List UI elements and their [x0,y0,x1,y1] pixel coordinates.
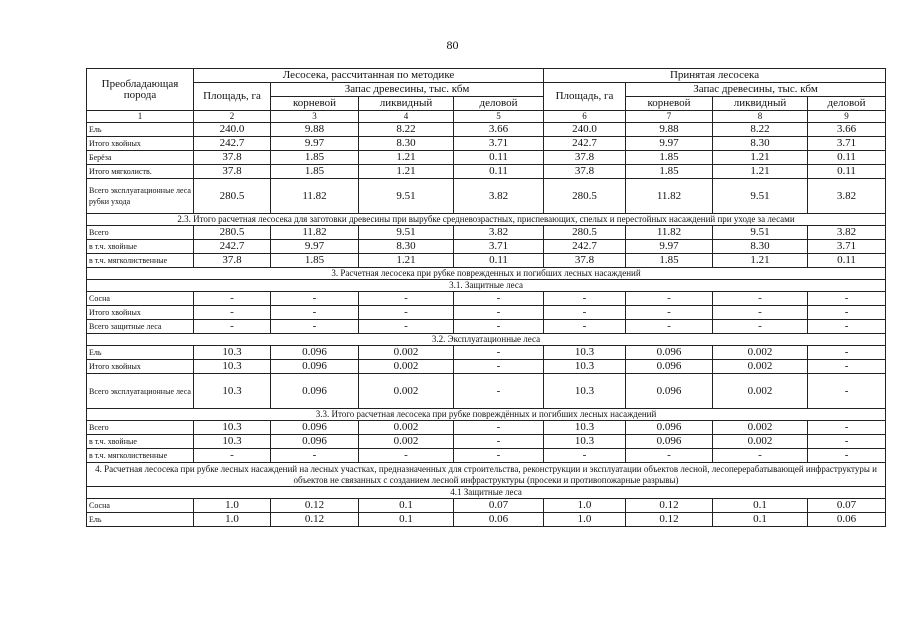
table-cell: 3.82 [808,226,886,240]
table-cell: 0.12 [271,513,359,527]
column-number: 1 [87,111,194,123]
table-row [87,240,886,254]
table-cell: 8.30 [359,240,454,254]
table-cell: - [194,320,271,334]
row-label: Всего [87,421,194,435]
table-cell: 3.66 [454,123,544,137]
column-number: 2 [194,111,271,123]
column-number: 9 [808,111,886,123]
table-cell: 1.21 [359,151,454,165]
table-cell: 280.5 [194,226,271,240]
table-cell: - [271,306,359,320]
table-cell: - [359,449,454,463]
table-cell: - [808,306,886,320]
table-cell: 9.51 [713,226,808,240]
table-cell: 8.22 [359,123,454,137]
table-cell: 3.82 [808,179,886,214]
table-row [87,435,886,449]
table-cell: 9.51 [359,179,454,214]
section-heading: 4. Расчетная лесосека при рубке лесных насаждений на лесных участках, предназначенных для строительства, реконструкции и эксплуатации объектов лесной, лесоперерабатывающей инфраструктуры и объектов не связанных с созданием лесной инфраструктуры (просеки и противопожарные разрывы) [87,463,886,487]
table-cell: 0.002 [359,346,454,360]
table-cell: 0.096 [626,346,713,360]
table-row [87,268,886,280]
table-cell: 9.88 [271,123,359,137]
table-cell: 1.21 [713,151,808,165]
table-cell: 0.002 [713,374,808,409]
table-cell: 0.11 [454,165,544,179]
column-number: 6 [544,111,626,123]
table-cell: 8.22 [713,123,808,137]
table-cell: 0.12 [271,499,359,513]
table-cell: 0.002 [713,360,808,374]
table-cell: 9.51 [359,226,454,240]
row-label: Всего защитные леса [87,320,194,334]
table-cell: 3.66 [808,123,886,137]
row-label: Ель [87,123,194,137]
table-cell: 0.002 [359,435,454,449]
root-header: корневой [271,97,359,111]
table-cell: 1.85 [626,151,713,165]
table-cell: - [808,435,886,449]
table-cell: - [544,449,626,463]
row-label: Всего эксплуатационные леса рубки ухода [87,179,194,214]
table-row [87,137,886,151]
table-cell: 10.3 [194,360,271,374]
table-cell: 3.71 [454,240,544,254]
table-cell: 3.71 [808,240,886,254]
row-label: Сосна [87,292,194,306]
table-cell: 11.82 [626,226,713,240]
table-cell: 240.0 [544,123,626,137]
table-row [87,487,886,499]
table-row [87,214,886,226]
table-cell: 10.3 [194,374,271,409]
table-cell: 0.096 [271,346,359,360]
table-cell: 0.11 [808,254,886,268]
table-cell: - [359,306,454,320]
table-cell: 1.85 [626,254,713,268]
column-number: 8 [713,111,808,123]
table-cell: - [808,346,886,360]
table-cell: 0.1 [713,499,808,513]
table-cell: - [359,320,454,334]
table-row [87,463,886,487]
row-label: Итого хвойных [87,360,194,374]
table-cell: - [454,421,544,435]
table-cell: 240.0 [194,123,271,137]
liquid-header: ликвидный [359,97,454,111]
table-cell: 1.0 [544,513,626,527]
table-cell: 0.1 [713,513,808,527]
table-cell: 9.51 [713,179,808,214]
table-row [87,254,886,268]
table-row [87,292,886,306]
table-cell: 0.002 [713,421,808,435]
table-cell: 242.7 [194,137,271,151]
table-cell: 11.82 [271,226,359,240]
table-cell: - [713,292,808,306]
table-cell: - [194,306,271,320]
business-header: деловой [454,97,544,111]
table-cell: 242.7 [544,240,626,254]
row-label: в т.ч. хвойные [87,435,194,449]
table-cell: 9.97 [271,137,359,151]
section-heading: 2.3. Итого расчетная лесосека для заготовки древесины при вырубке средневозрастных, приспевающих, спелых и перестойных насаждений при уходе за лесами [87,214,886,226]
table-cell: 10.3 [194,346,271,360]
table-cell: 0.096 [626,435,713,449]
table-cell: - [271,449,359,463]
table-cell: 10.3 [194,435,271,449]
table-cell: - [454,360,544,374]
table-cell: 3.82 [454,179,544,214]
table-cell: 1.21 [713,254,808,268]
row-label: Итого мягколиств. [87,165,194,179]
table-row [87,306,886,320]
table-cell: 10.3 [544,374,626,409]
row-label: Итого хвойных [87,137,194,151]
table-row [87,280,886,292]
table-cell: 1.0 [544,499,626,513]
table-cell: - [808,421,886,435]
table-cell: - [808,360,886,374]
table-cell: - [713,306,808,320]
table-cell: 37.8 [194,254,271,268]
table-cell: 37.8 [194,165,271,179]
table-row [87,165,886,179]
table-cell: 0.002 [359,374,454,409]
table-cell: - [713,449,808,463]
table-cell: 1.0 [194,499,271,513]
table-cell: - [808,374,886,409]
table-cell: 0.096 [271,374,359,409]
page-number: 80 [446,38,459,52]
table-cell: 3.71 [808,137,886,151]
section-heading: 3.1. Защитные леса [87,280,886,292]
accepted-group-header: Принятая лесосека [544,69,886,83]
table-cell: 280.5 [544,179,626,214]
table-cell: 0.096 [626,421,713,435]
table-cell: - [454,346,544,360]
table-cell: - [194,292,271,306]
table-cell: - [626,449,713,463]
section-heading: 3. Расчетная лесосека при рубке поврежденных и погибших лесных насаждений [87,268,886,280]
table-cell: 37.8 [194,151,271,165]
column-number: 4 [359,111,454,123]
table-cell: 0.11 [454,254,544,268]
forest-cutting-table [86,68,886,527]
table-row [87,179,886,214]
species-header: Преобладающая порода [87,69,194,111]
table-cell: - [454,292,544,306]
table-cell: 0.096 [271,435,359,449]
table-row [87,334,886,346]
table-cell: 0.002 [713,346,808,360]
table-cell: 11.82 [271,179,359,214]
table-cell: 0.1 [359,499,454,513]
table-cell: 280.5 [194,179,271,214]
table-cell: 1.85 [271,165,359,179]
table-cell: - [454,449,544,463]
table-cell: 0.096 [271,360,359,374]
table-cell: 1.21 [713,165,808,179]
table-cell: - [544,306,626,320]
table-row [87,513,886,527]
table-cell: 9.97 [626,240,713,254]
table-cell: - [194,449,271,463]
area-header: Площадь, га [194,83,271,111]
row-label: в т.ч. хвойные [87,240,194,254]
table-row [87,346,886,360]
table-cell: 0.06 [808,513,886,527]
table-cell: - [808,449,886,463]
table-cell: 1.85 [626,165,713,179]
row-label: в т.ч. мягколиственные [87,254,194,268]
table-cell: 8.30 [713,137,808,151]
table-cell: 3.71 [454,137,544,151]
table-cell: 9.97 [626,137,713,151]
table-cell: - [808,292,886,306]
table-cell: 0.12 [626,499,713,513]
table-cell: 0.002 [713,435,808,449]
section-heading: 3.2. Эксплуатационные леса [87,334,886,346]
row-label: Итого хвойных [87,306,194,320]
table-cell: 10.3 [194,421,271,435]
column-number: 3 [271,111,359,123]
table-row [87,449,886,463]
row-label: Всего эксплуатационные леса [87,374,194,409]
table-row [87,409,886,421]
row-label: Ель [87,346,194,360]
stock-header: Запас древесины, тыс. кбм [271,83,544,97]
section-heading: 3.3. Итого расчетная лесосека при рубке повреждённых и погибших лесных насаждений [87,409,886,421]
table-cell: - [808,320,886,334]
calc-group-header: Лесосека, рассчитанная по методике [194,69,544,83]
table-cell: - [626,292,713,306]
table-cell: 8.30 [713,240,808,254]
table-cell: - [454,320,544,334]
table-cell: 242.7 [544,137,626,151]
table-cell: - [544,292,626,306]
row-label: Ель [87,513,194,527]
table-cell: 9.97 [271,240,359,254]
table-row [87,320,886,334]
table-cell: - [454,306,544,320]
section-heading: 4.1 Защитные леса [87,487,886,499]
column-number: 5 [454,111,544,123]
table-cell: - [359,292,454,306]
table-cell: 37.8 [544,165,626,179]
column-number: 7 [626,111,713,123]
table-cell: 242.7 [194,240,271,254]
table-cell: - [626,320,713,334]
stock-header: Запас древесины, тыс. кбм [626,83,886,97]
root-header: корневой [626,97,713,111]
table-cell: 0.096 [271,421,359,435]
table-cell: 1.21 [359,165,454,179]
table-cell: 1.85 [271,254,359,268]
table-cell: 0.002 [359,421,454,435]
table-cell: - [454,435,544,449]
table-cell: 0.07 [454,499,544,513]
table-cell: 10.3 [544,346,626,360]
table-cell: 0.11 [808,165,886,179]
table-cell: 0.06 [454,513,544,527]
business-header: деловой [808,97,886,111]
table-row [87,499,886,513]
table-cell: - [271,320,359,334]
table-cell: - [271,292,359,306]
table-row [87,374,886,409]
table-cell: 8.30 [359,137,454,151]
table-cell: 10.3 [544,360,626,374]
table-cell: 10.3 [544,435,626,449]
table-cell: - [454,374,544,409]
table-cell: 37.8 [544,254,626,268]
table-row [87,421,886,435]
table-cell: 3.82 [454,226,544,240]
table-cell: 0.002 [359,360,454,374]
table-body [87,123,886,527]
table-row [87,226,886,240]
table-row [87,151,886,165]
table-cell: 0.096 [626,374,713,409]
table-cell: - [544,320,626,334]
table-cell: 0.11 [808,151,886,165]
row-label: Всего [87,226,194,240]
area-header: Площадь, га [544,83,626,111]
table-cell: 280.5 [544,226,626,240]
table-cell: 37.8 [544,151,626,165]
table-cell: 10.3 [544,421,626,435]
table-cell: 9.88 [626,123,713,137]
table-cell: 1.85 [271,151,359,165]
table-cell: 0.12 [626,513,713,527]
liquid-header: ликвидный [713,97,808,111]
row-label: Сосна [87,499,194,513]
table-cell: 0.096 [626,360,713,374]
table-cell: 1.21 [359,254,454,268]
table-cell: 0.1 [359,513,454,527]
row-label: в т.ч. мягколиственные [87,449,194,463]
table-cell: 1.0 [194,513,271,527]
table-cell: 0.07 [808,499,886,513]
table-row [87,360,886,374]
table-cell: - [713,320,808,334]
row-label: Берёза [87,151,194,165]
table-row [87,123,886,137]
table-cell: - [626,306,713,320]
table-cell: 0.11 [454,151,544,165]
table-cell: 11.82 [626,179,713,214]
